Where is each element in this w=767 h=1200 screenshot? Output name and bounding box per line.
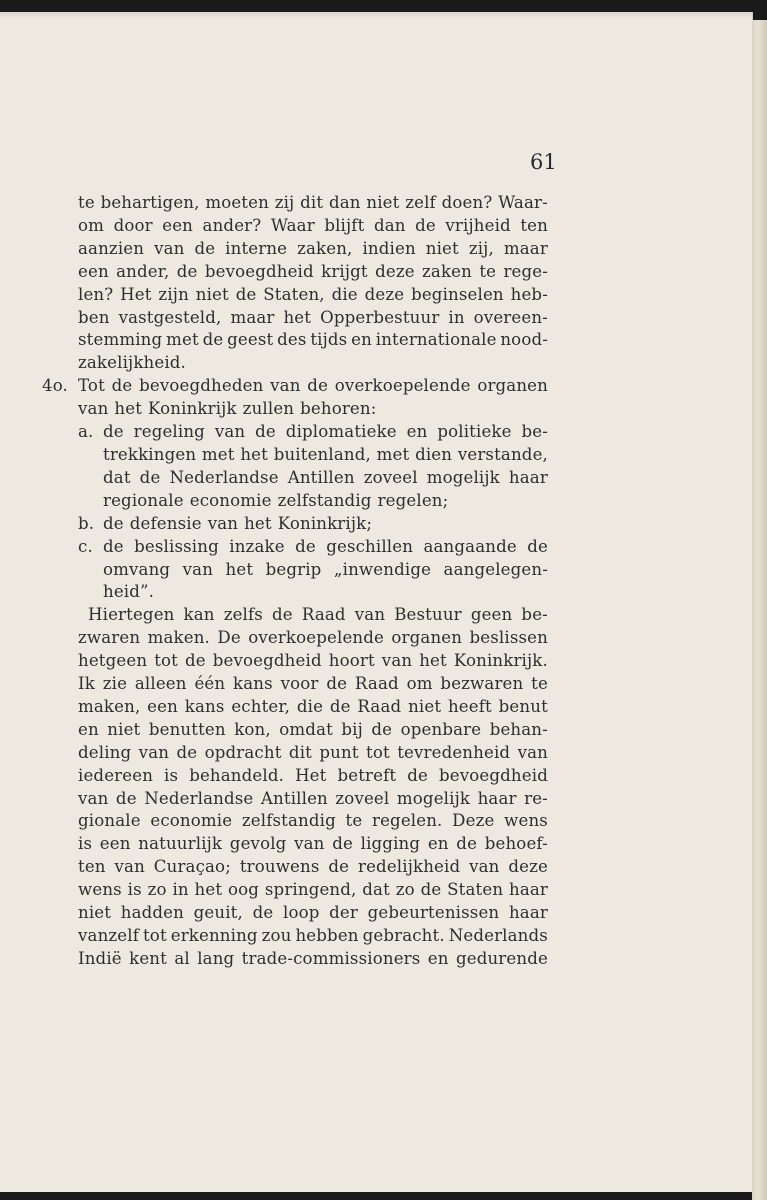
text-line: gionale economie zelfstandig te regelen. Deze wens <box>78 811 548 831</box>
text-line: trekkingen met het buitenland, met dien verstande, <box>103 444 548 464</box>
text-line: Ik zie alleen één kans voor de Raad om bezwaren te <box>78 674 548 694</box>
text-line: is een natuurlijk gevolg van de ligging en de behoef- <box>78 834 548 854</box>
text-line: a. de regeling van de diplomatieke en politieke be- <box>78 421 548 444</box>
list-label: c. <box>78 536 93 556</box>
page-edge <box>752 20 767 1200</box>
text-line: Indië kent al lang trade-commissioners en gedurende <box>78 948 548 968</box>
text-line: len? Het zijn niet de Staten, die deze beginselen heb- <box>78 284 548 304</box>
text-line: om door een ander? Waar blijft dan de vrijheid ten <box>78 215 548 235</box>
text-line: c. de beslissing inzake de geschillen aangaande de <box>78 536 548 559</box>
text-line: wens is zo in het oog springend, dat zo de Staten haar <box>78 880 548 900</box>
text-line: niet hadden geuit, de loop der gebeurtenissen haar <box>78 903 548 923</box>
text-line: ben vastgesteld, maar het Opperbestuur in overeen- <box>78 307 548 327</box>
page-shadow <box>0 12 752 18</box>
text-line: stemming met de geest des tijds en internationale nood- <box>78 330 548 350</box>
text-line: maken, een kans echter, die de Raad niet heeft benut <box>78 696 548 716</box>
list-label: 4o. <box>42 376 68 396</box>
text-line: een ander, de bevoegdheid krijgt deze zaken te rege- <box>78 261 548 281</box>
text-line: van de Nederlandse Antillen zoveel mogelijk haar re- <box>78 788 548 808</box>
text-line: ten van Curaçao; trouwens de redelijkheid van deze <box>78 857 548 877</box>
text-line: dat de Nederlandse Antillen zoveel mogelijk haar <box>103 467 548 487</box>
text-line: deling van de opdracht dit punt tot tevredenheid van <box>78 742 548 762</box>
text-line: regionale economie zelfstandig regelen; <box>103 490 449 510</box>
text-line: omvang van het begrip „inwendige aangelegen- <box>103 559 548 579</box>
page-number: 61 <box>530 150 557 174</box>
text-line: iedereen is behandeld. Het betreft de bevoegdheid <box>78 765 548 785</box>
text-line: te behartigen, moeten zij dit dan niet zelf doen? Waar- <box>78 193 548 212</box>
text-line: hetgeen tot de bevoegdheid hoort van het Koninkrijk. <box>78 651 548 671</box>
text-line: aanzien van de interne zaken, indien niet zij, maar <box>78 238 548 258</box>
list-label: a. <box>78 422 94 442</box>
text-line: heid”. <box>103 582 155 602</box>
text-line: van het Koninkrijk zullen behoren: <box>78 399 377 419</box>
text-line: Hiertegen kan zelfs de Raad van Bestuur geen be- <box>88 605 548 625</box>
body-text <box>42 192 548 971</box>
text-line: 4o. Tot de bevoegdheden van de overkoepelende organen <box>78 375 548 398</box>
text-line: b. de defensie van het Koninkrijk; <box>78 513 548 536</box>
text-line: zakelijkheid. <box>78 353 186 373</box>
text-line: en niet benutten kon, omdat bij de openbare behan- <box>78 719 548 739</box>
list-label: b. <box>78 513 95 533</box>
text-line: zwaren maken. De overkoepelende organen beslissen <box>78 628 548 648</box>
text-line: vanzelf tot erkenning zou hebben gebracht. Nederlands <box>78 926 548 945</box>
